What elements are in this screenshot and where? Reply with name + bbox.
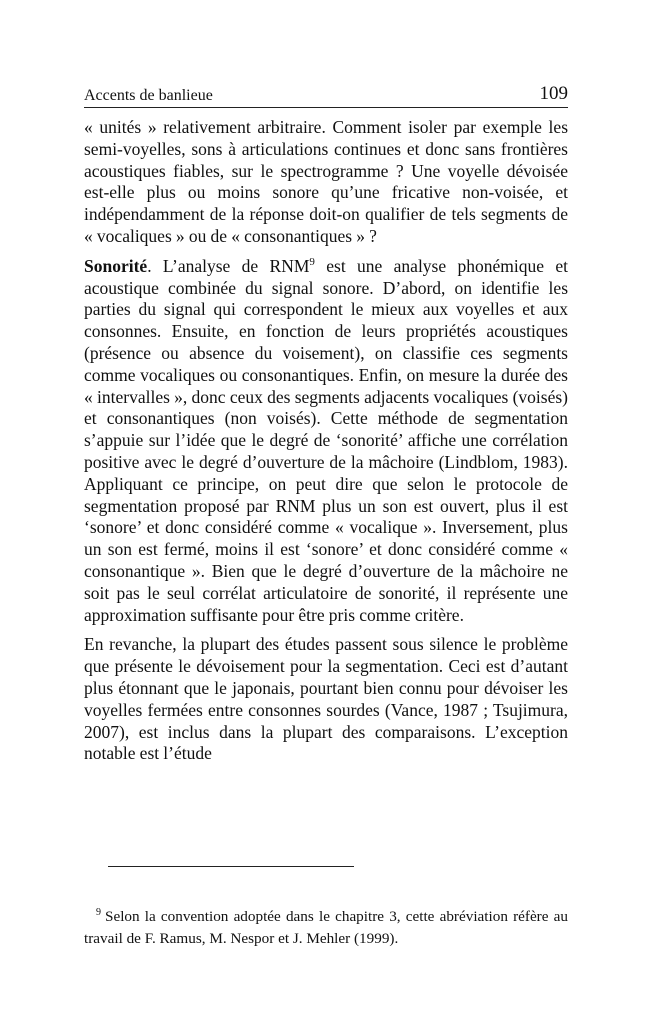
- running-title: Accents de banlieue: [84, 87, 213, 104]
- paragraph-2-lead: . L’analyse de RNM: [147, 255, 310, 276]
- paragraph-1-text: « unités » relativement arbitraire. Comment isoler par exemple les semi-voyelles, sons à articulations continues et donc sans frontières acoustiques fiables, sur le spectrogramme ? Une voyelle dévoisée est-elle plus ou moins sonore qu’une fricative non-voisée, et indépendamment de la réponse doit-on qualifier de tels segments de « vocaliques » ou de « consonantiques » ?: [84, 117, 568, 246]
- footnote-number: 9: [96, 907, 101, 918]
- book-page: [84, 0, 568, 1036]
- footnote-reference[interactable]: 9: [309, 255, 315, 268]
- paragraph-2-text: est une analyse phonémique et acoustique combinée du signal sonore. D’abord, on identifie les parties du signal qui correspondent le mieux aux voyelles et aux consonnes. Ensuite, en fonction de leurs propriétés acoustiques (présence ou absence du voisement), on classifie ces segments comme vocaliques ou consonantiques. Enfin, on mesure la durée des « intervalles », donc ceux des segments adjacents vocaliques (voisés) et consonantiques (non voisés). Cette méthode de segmentation s’appuie sur l’idée que le degré de ‘sonorité’ affiche une corrélation positive avec le degré d’ouverture de la mâchoire (Lindblom, 1983). Appliquant ce principe, on peut dire que selon le protocole de segmentation proposé par RNM plus un son est ouvert, plus il est ‘sonore’ et donc considéré comme « vocalique ». Inversement, plus un son est fermé, moins il est ‘sonore’ et donc considéré comme « consonantique ». Bien que le degré d’ouverture de la mâchoire ne soit pas le seul corrélat articulatoire de sonorité, il représente une approximation suffisante pour être pris comme critère.: [84, 255, 568, 625]
- paragraph-3: [84, 634, 568, 765]
- paragraph-1: [84, 117, 568, 248]
- running-header: [84, 84, 568, 108]
- footnote: [84, 906, 568, 950]
- paragraph-heading-sonorite: Sonorité: [84, 255, 148, 276]
- footnote-divider: [108, 866, 354, 867]
- paragraph-2: [84, 256, 568, 627]
- paragraph-3-text: En revanche, la plupart des études passent sous silence le problème que présente le dévoisement pour la segmentation. Ceci est d’autant plus étonnant que le japonais, pourtant bien connu pour dévoiser les voyelles fermées entre consonnes sourdes (Vance, 1987 ; Tsujimura, 2007), est inclus dans la plupart des comparaisons. L’exception notable est l’étude: [84, 634, 568, 764]
- footnote-text: Selon la convention adoptée dans le chapitre 3, cette abréviation réfère au travail de F. Ramus, M. Nespor et J. Mehler (1999).: [84, 908, 568, 947]
- page-number: 109: [539, 83, 568, 104]
- body-text: [84, 117, 568, 773]
